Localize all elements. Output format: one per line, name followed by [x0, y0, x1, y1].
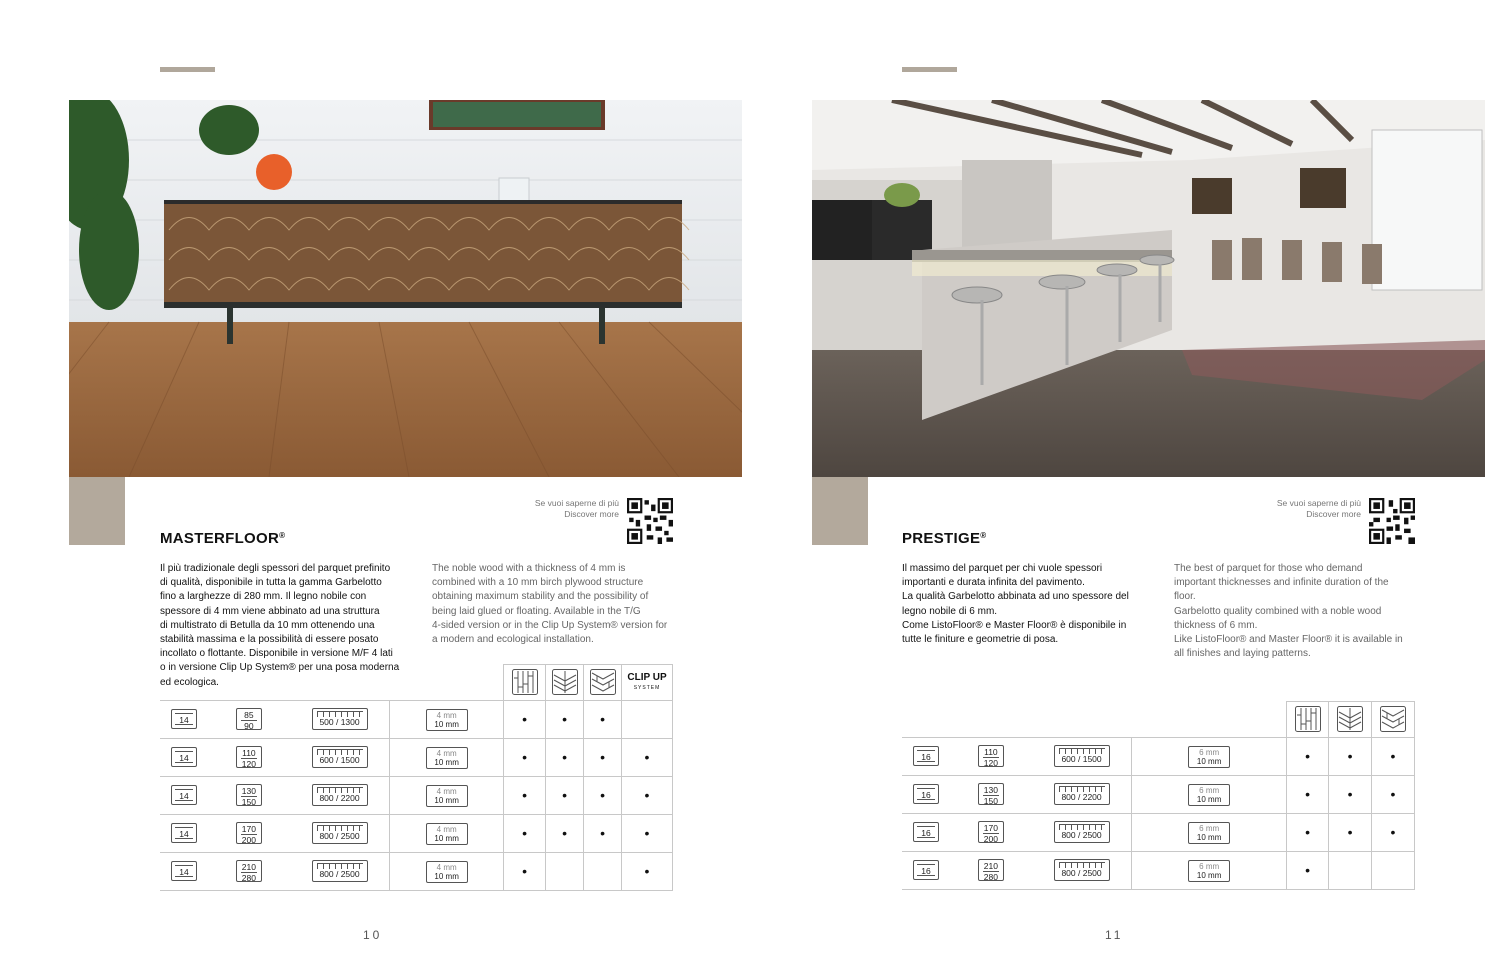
availability-cell [622, 853, 673, 891]
kitchen-photo [812, 100, 1485, 477]
availability-cell [1329, 738, 1372, 776]
accent-tab [812, 477, 868, 545]
layer-cell [1132, 852, 1287, 890]
availability-dot: • [522, 862, 528, 879]
clipup-label: CLIP UP [627, 671, 667, 683]
width-icon: $\frac{85}{90}$ [236, 708, 262, 730]
layer-icon: 4 mm 10 mm [426, 709, 468, 731]
availability-dot: • [600, 748, 605, 765]
availability-dot: • [600, 786, 605, 803]
availability-dot: • [1305, 785, 1310, 802]
length-cell [290, 853, 390, 891]
spec-table [160, 664, 673, 891]
availability-cell [546, 701, 584, 739]
product-title: PRESTIGE® [902, 530, 987, 547]
width-cell [208, 701, 290, 739]
chevron-pattern-icon [1337, 706, 1363, 732]
availability-cell [622, 777, 673, 815]
availability-dot: • [522, 748, 528, 765]
layer-cell [1132, 776, 1287, 814]
availability-dot: • [644, 862, 650, 879]
availability-cell [1287, 814, 1329, 852]
clipup-sub: SYSTEM [633, 684, 661, 691]
availability-dot: • [1390, 823, 1396, 840]
layer-icon: 4 mm 10 mm [426, 861, 468, 883]
layer-icon: 4 mm 10 mm [426, 747, 468, 769]
sideboard-photo [69, 100, 742, 477]
thickness-icon: 16 [913, 860, 939, 880]
availability-cell [1329, 776, 1372, 814]
availability-dot: • [1347, 785, 1353, 802]
length-ruler-icon: 600 / 1500 [312, 746, 368, 768]
availability-dot: • [562, 710, 567, 727]
availability-cell [546, 739, 584, 777]
table-row [160, 739, 673, 777]
right-page [742, 0, 1485, 968]
thickness-icon: 16 [913, 784, 939, 804]
availability-dot: • [562, 786, 567, 803]
layer-icon: 6 mm 10 mm [1188, 860, 1230, 882]
table-row [160, 815, 673, 853]
width-icon: $\frac{110}{120}$ [236, 746, 262, 768]
product-title: MASTERFLOOR® [160, 530, 286, 547]
accent-tab [69, 477, 125, 545]
page-number: 11 [1105, 928, 1124, 942]
availability-dot: • [522, 710, 528, 727]
layer-cell [1132, 738, 1287, 776]
availability-cell [546, 853, 584, 891]
laying-pattern-straight [1287, 702, 1329, 738]
availability-cell [1372, 776, 1415, 814]
layer-cell [390, 853, 504, 891]
length-ruler-icon: 800 / 2200 [312, 784, 368, 806]
table-row [160, 853, 673, 891]
thickness-cell [902, 738, 950, 776]
thickness-icon: 14 [171, 709, 197, 729]
availability-dot: • [562, 824, 567, 841]
availability-cell [584, 777, 622, 815]
layer-cell [390, 701, 504, 739]
length-ruler-icon: 800 / 2500 [312, 822, 368, 844]
table-row [902, 738, 1415, 776]
availability-cell [584, 701, 622, 739]
width-cell [208, 777, 290, 815]
top-accent-bar [902, 67, 957, 72]
qr-label: Se vuoi saperne di più Discover more [1276, 498, 1361, 519]
table-row [160, 777, 673, 815]
availability-cell [1287, 776, 1329, 814]
availability-dot: • [522, 824, 528, 841]
availability-dot: • [1305, 823, 1310, 840]
availability-cell [622, 739, 673, 777]
width-icon: $\frac{130}{150}$ [236, 784, 262, 806]
length-cell [1032, 776, 1132, 814]
layer-icon: 4 mm 10 mm [426, 823, 468, 845]
layer-cell [1132, 814, 1287, 852]
laying-pattern-straight [504, 665, 546, 701]
thickness-cell [902, 852, 950, 890]
width-icon: $\frac{130}{150}$ [978, 783, 1004, 805]
availability-dot: • [522, 786, 528, 803]
clip-up-system-logo [622, 665, 673, 701]
availability-dot: • [644, 786, 650, 803]
length-cell [1032, 852, 1132, 890]
qr-code-icon[interactable] [627, 498, 673, 544]
availability-cell [1287, 738, 1329, 776]
table-row [902, 814, 1415, 852]
availability-dot: • [1390, 747, 1396, 764]
availability-dot: • [1347, 747, 1353, 764]
width-cell [950, 738, 1032, 776]
availability-cell [622, 815, 673, 853]
availability-cell [504, 777, 546, 815]
availability-dot: • [562, 748, 567, 765]
length-cell [290, 815, 390, 853]
availability-cell [584, 815, 622, 853]
laying-pattern-chevron [1329, 702, 1372, 738]
width-icon: $\frac{210}{280}$ [978, 859, 1004, 881]
length-cell [1032, 814, 1132, 852]
thickness-icon: 16 [913, 822, 939, 842]
availability-cell [1329, 814, 1372, 852]
availability-cell [1372, 814, 1415, 852]
availability-dot: • [644, 824, 650, 841]
layer-cell [390, 815, 504, 853]
spec-table [902, 701, 1415, 890]
thickness-icon: 14 [171, 861, 197, 881]
thickness-icon: 16 [913, 746, 939, 766]
laying-pattern-herringbone [584, 665, 622, 701]
width-icon: $\frac{170}{200}$ [236, 822, 262, 844]
length-ruler-icon: 800 / 2500 [312, 860, 368, 882]
straight-pattern-icon [1295, 706, 1321, 732]
width-cell [208, 739, 290, 777]
availability-cell [584, 853, 622, 891]
layer-icon: 6 mm 10 mm [1188, 746, 1230, 768]
thickness-icon: 14 [171, 823, 197, 843]
thickness-cell [902, 776, 950, 814]
availability-cell [546, 777, 584, 815]
layer-cell [390, 739, 504, 777]
availability-dot: • [644, 748, 650, 765]
thickness-cell [160, 815, 208, 853]
availability-cell [1287, 852, 1329, 890]
availability-cell [1372, 852, 1415, 890]
thickness-cell [902, 814, 950, 852]
length-cell [290, 739, 390, 777]
layer-icon: 4 mm 10 mm [426, 785, 468, 807]
availability-cell [584, 739, 622, 777]
herringbone-pattern-icon [590, 669, 616, 695]
availability-cell [504, 815, 546, 853]
availability-cell [546, 815, 584, 853]
availability-dot: • [1390, 785, 1396, 802]
thickness-cell [160, 701, 208, 739]
laying-pattern-herringbone [1372, 702, 1415, 738]
qr-code-icon[interactable] [1369, 498, 1415, 544]
length-ruler-icon: 600 / 1500 [1054, 745, 1110, 767]
description-italian: Il massimo del parquet per chi vuole spessori importanti e durata infinita del pavimento. La qualità Garbelotto abbinata ad uno spessore del legno nobile di 6 mm. Come ListoFloor® e Master Floor® è disponibile in tutte le finiture e geometrie di posa. [902, 563, 1129, 646]
width-cell [208, 815, 290, 853]
description-italian: Il più tradizionale degli spessori del parquet prefinito di qualità, disponibile in tutta la gamma Garbelotto fino a larghezze di 280 mm. Il legno nobile con spessore di 4 mm viene abbinato ad una struttura di multistrato di Betulla da 10 mm ottenendo una stabilità massima e la possibilità di essere posato incollato o flottante. Disponibile in versione M/F 4 lati o in versione Clip Up System® per una posa moderna ed ecologica. [160, 563, 400, 688]
thickness-icon: 14 [171, 785, 197, 805]
width-cell [208, 853, 290, 891]
laying-pattern-chevron [546, 665, 584, 701]
top-accent-bar [160, 67, 215, 72]
width-icon: $\frac{110}{120}$ [978, 745, 1004, 767]
layer-icon: 6 mm 10 mm [1188, 784, 1230, 806]
layer-icon: 6 mm 10 mm [1188, 822, 1230, 844]
availability-dot: • [1305, 861, 1310, 878]
description-english: The noble wood with a thickness of 4 mm is combined with a 10 mm birch plywood structure obtaining maximum stability and the possibility of being laid glued or floating. Available in the T/G 4-sided version or in the Clip Up System® version for a modern and ecological installation. [432, 563, 668, 646]
availability-cell [622, 701, 673, 739]
thickness-cell [160, 739, 208, 777]
availability-cell [1329, 852, 1372, 890]
thickness-cell [160, 777, 208, 815]
page-number: 10 [363, 928, 383, 942]
width-cell [950, 776, 1032, 814]
availability-cell [504, 739, 546, 777]
straight-pattern-icon [512, 669, 538, 695]
width-icon: $\frac{210}{280}$ [236, 860, 262, 882]
width-cell [950, 852, 1032, 890]
availability-dot: • [1347, 823, 1353, 840]
availability-cell [504, 853, 546, 891]
herringbone-pattern-icon [1380, 706, 1406, 732]
length-ruler-icon: 800 / 2500 [1054, 859, 1110, 881]
thickness-cell [160, 853, 208, 891]
width-cell [950, 814, 1032, 852]
left-page [0, 0, 742, 968]
availability-cell [504, 701, 546, 739]
availability-cell [1372, 738, 1415, 776]
table-row [902, 852, 1415, 890]
availability-dot: • [600, 824, 605, 841]
table-row [160, 701, 673, 739]
table-row [902, 776, 1415, 814]
length-ruler-icon: 800 / 2500 [1054, 821, 1110, 843]
chevron-pattern-icon [552, 669, 578, 695]
length-cell [290, 777, 390, 815]
length-ruler-icon: 800 / 2200 [1054, 783, 1110, 805]
length-cell [290, 701, 390, 739]
description-english: The best of parquet for those who demand important thicknesses and infinite duration of the floor. Garbelotto quality combined with a noble wood thickness of 6 mm. Like ListoFloor® and Master Floor® it is available in all finishes and laying patterns. [1174, 563, 1403, 660]
width-icon: $\frac{170}{200}$ [978, 821, 1004, 843]
length-cell [1032, 738, 1132, 776]
qr-label: Se vuoi saperne di più Discover more [534, 498, 619, 519]
availability-dot: • [600, 710, 605, 727]
length-ruler-icon: 500 / 1300 [312, 708, 368, 730]
layer-cell [390, 777, 504, 815]
availability-dot: • [1305, 747, 1310, 764]
thickness-icon: 14 [171, 747, 197, 767]
